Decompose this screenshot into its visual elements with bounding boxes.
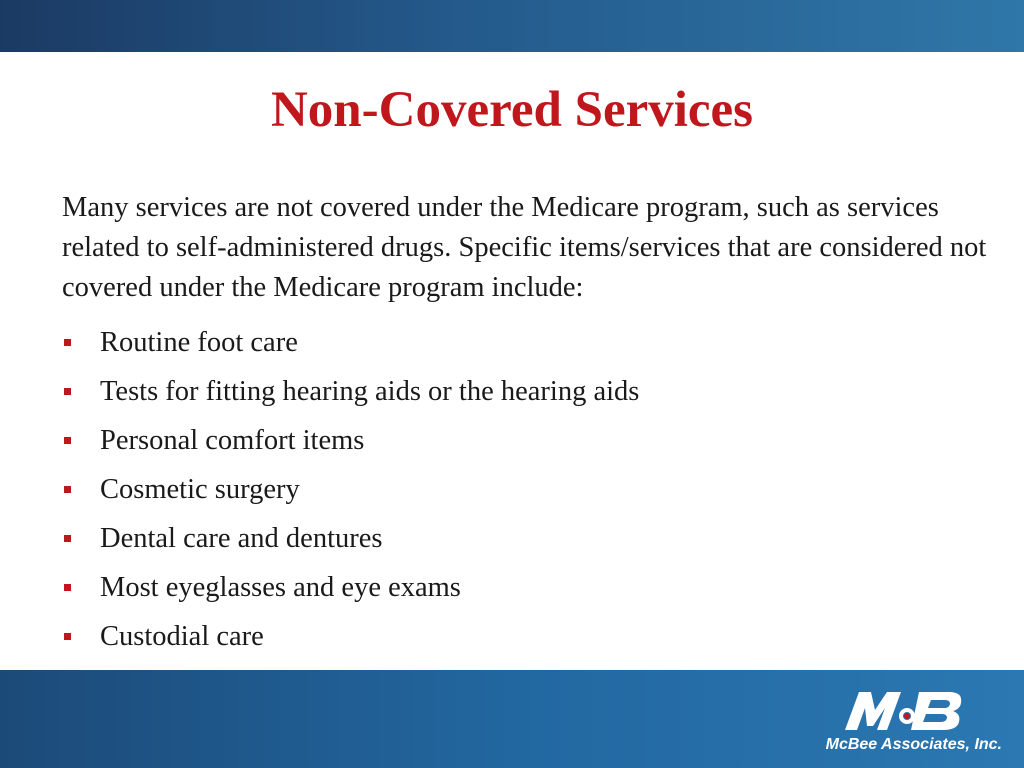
bullet-text: Cosmetic surgery xyxy=(100,473,300,505)
bullet-text: Personal comfort items xyxy=(100,424,365,456)
company-logo xyxy=(800,684,1010,762)
square-bullet-icon xyxy=(64,535,71,542)
square-bullet-icon xyxy=(64,486,71,493)
list-item xyxy=(62,416,639,465)
list-item xyxy=(62,563,639,612)
intro-paragraph: Many services are not covered under the Medicare program, such as services related to self-administered drugs. Specific items/services that are considered not covered under the Medicare program include: xyxy=(62,192,987,303)
list-item xyxy=(62,367,639,416)
square-bullet-icon xyxy=(64,633,71,640)
bullet-text: Most eyeglasses and eye exams xyxy=(100,571,461,603)
bullet-text: Tests for fitting hearing aids or the hearing aids xyxy=(100,375,640,407)
list-item xyxy=(62,318,639,367)
bullet-text: Routine foot care xyxy=(100,326,298,358)
square-bullet-icon xyxy=(64,388,71,395)
square-bullet-icon xyxy=(64,339,71,346)
bullet-list xyxy=(62,318,639,661)
list-item xyxy=(62,514,639,563)
list-item xyxy=(62,465,639,514)
mcb-logo-icon xyxy=(845,686,975,732)
bullet-text: Dental care and dentures xyxy=(100,522,383,554)
square-bullet-icon xyxy=(64,584,71,591)
slide-title: Non-Covered Services xyxy=(270,82,754,138)
square-bullet-icon xyxy=(64,437,71,444)
top-header-band xyxy=(0,0,1024,52)
company-name: McBee Associates, Inc. xyxy=(825,736,1002,753)
list-item xyxy=(62,612,639,661)
bullet-text: Custodial care xyxy=(100,620,264,652)
